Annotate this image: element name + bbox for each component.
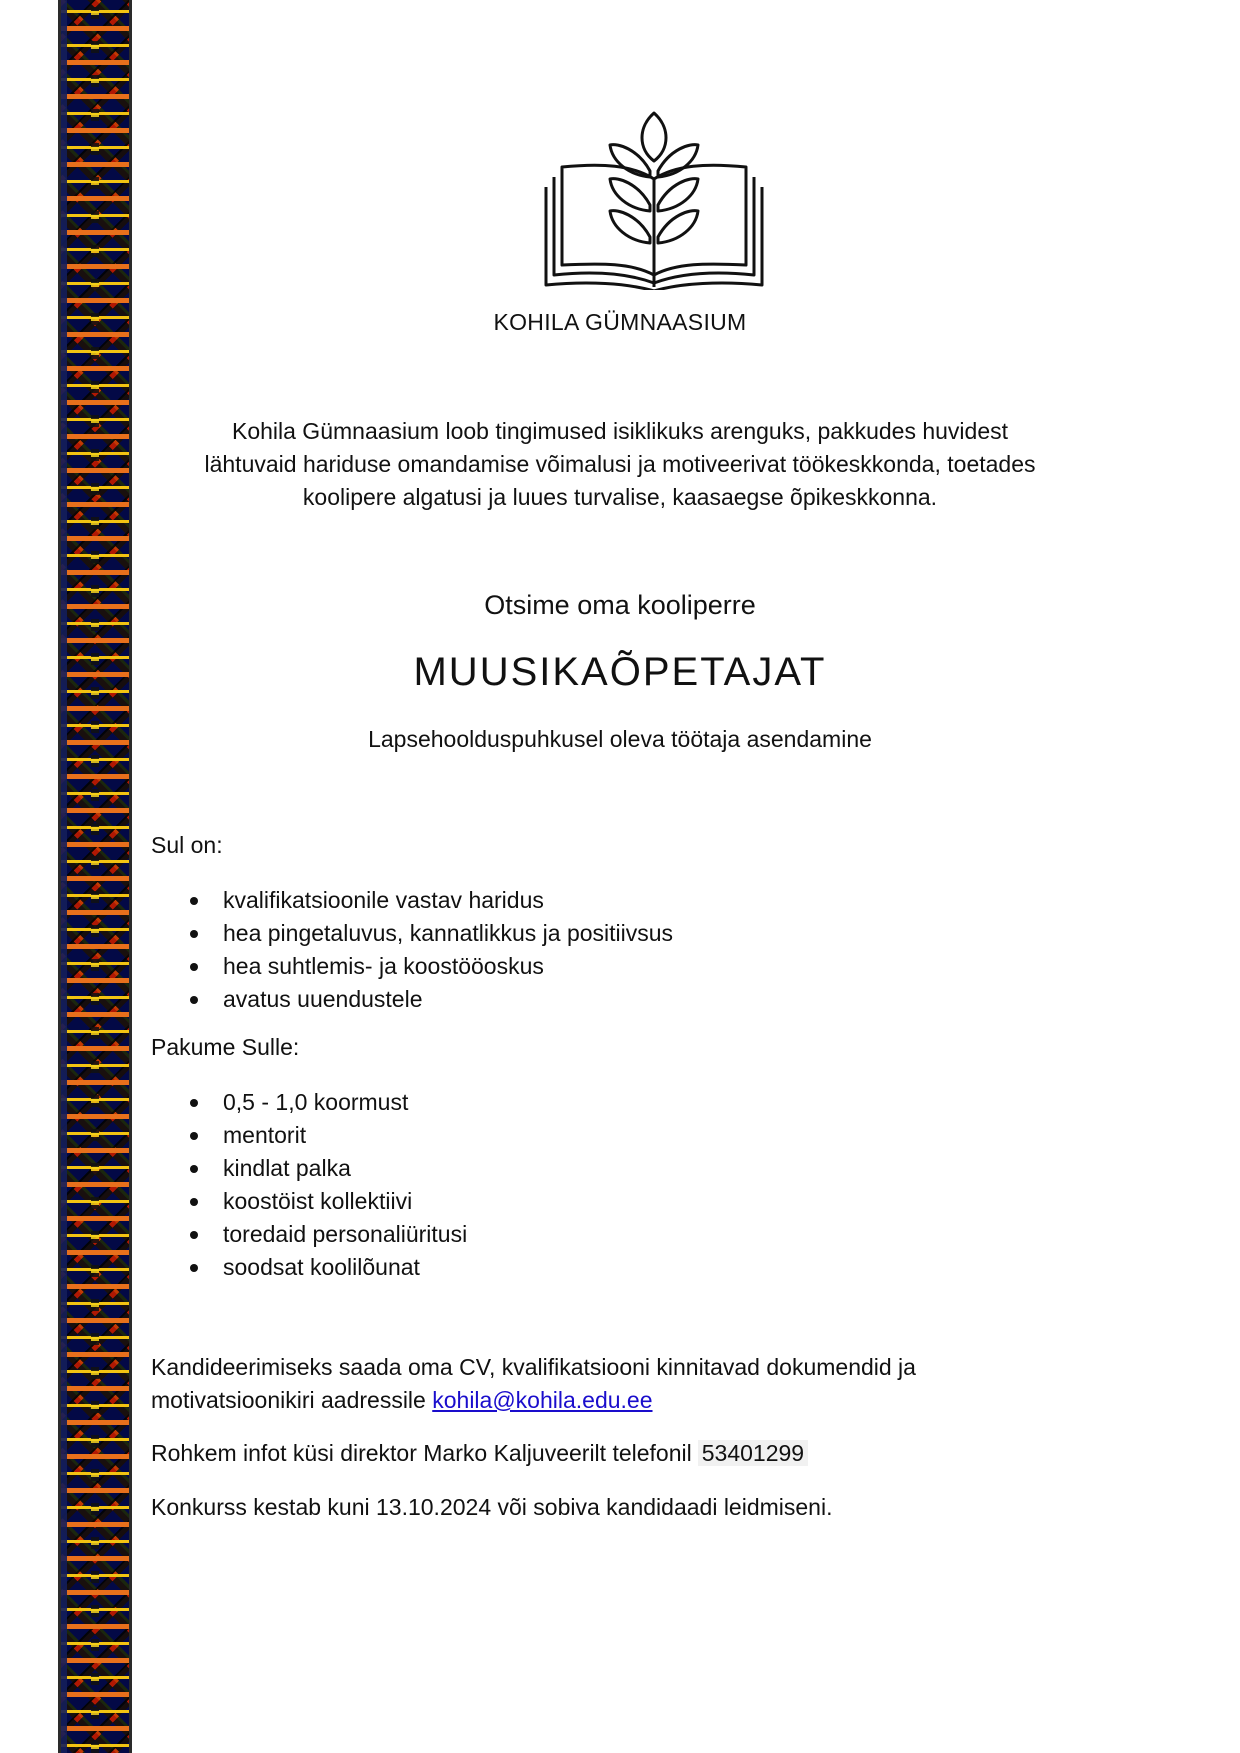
list-item: mentorit bbox=[151, 1119, 467, 1152]
mission-statement bbox=[160, 415, 1080, 514]
list-item: toredaid personaliüritusi bbox=[151, 1218, 467, 1251]
list-item: 0,5 - 1,0 koormust bbox=[151, 1086, 467, 1119]
list-item: soodsat koolilõunat bbox=[151, 1251, 467, 1284]
list-item: koostöist kollektiivi bbox=[151, 1185, 467, 1218]
job-subtitle: Otsime oma kooliperre bbox=[484, 590, 756, 620]
list-item: hea pingetaluvus, kannatlikkus ja positiivsus bbox=[151, 917, 673, 950]
mission-line: koolipere algatusi ja luues turvalise, kaasaegse õpikeskkonna. bbox=[302, 484, 938, 510]
contact-text: Rohkem infot küsi direktor Marko Kaljuveerilt telefonil bbox=[151, 1440, 692, 1466]
book-with-sprout-icon bbox=[542, 105, 767, 290]
list-item: kvalifikatsioonile vastav haridus bbox=[151, 884, 673, 917]
contact-info bbox=[151, 1437, 1111, 1470]
application-text: motivatsioonikiri aadressile bbox=[151, 1387, 433, 1413]
list-item: kindlat palka bbox=[151, 1152, 467, 1185]
list-item: avatus uuendustele bbox=[151, 983, 673, 1016]
offer-label: Pakume Sulle: bbox=[151, 1034, 300, 1060]
mission-line: Kohila Gümnaasium loob tingimused isiklikuks arenguks, pakkudes huvidest bbox=[231, 418, 1008, 444]
requirements-list bbox=[151, 884, 673, 1016]
mission-line: lähtuvaid hariduse omandamise võimalusi ja motiveerivat töökeskkonda, toetades bbox=[204, 451, 1036, 477]
school-name: KOHILA GÜMNAASIUM bbox=[493, 309, 747, 335]
job-note: Lapsehoolduspuhkusel oleva töötaja asendamine bbox=[368, 726, 872, 752]
email-link[interactable]: kohila@kohila.edu.ee bbox=[432, 1387, 653, 1413]
deadline-info: Konkurss kestab kuni 13.10.2024 või sobiva kandidaadi leidmiseni. bbox=[151, 1494, 833, 1520]
list-item: hea suhtlemis- ja koostööoskus bbox=[151, 950, 673, 983]
requirements-label: Sul on: bbox=[151, 832, 223, 858]
decorative-folk-pattern-border bbox=[58, 0, 132, 1753]
job-title: MUUSIKAÕPETAJAT bbox=[413, 650, 827, 694]
phone-number[interactable]: 53401299 bbox=[698, 1440, 808, 1466]
application-instructions bbox=[151, 1351, 1111, 1417]
offer-list bbox=[151, 1086, 467, 1284]
application-line: Kandideerimiseks saada oma CV, kvalifikatsiooni kinnitavad dokumendid ja bbox=[151, 1354, 916, 1380]
application-line-2 bbox=[151, 1384, 1111, 1417]
